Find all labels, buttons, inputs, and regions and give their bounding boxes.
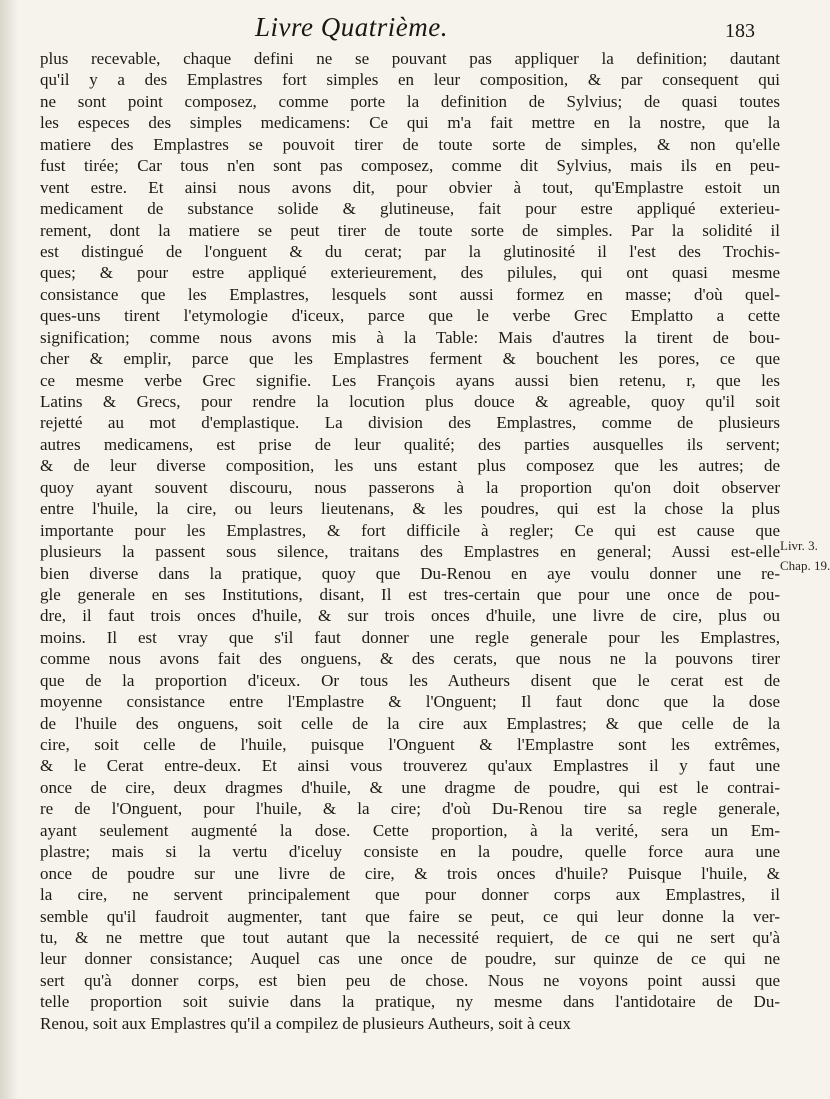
page-gutter-shadow [0, 0, 18, 1099]
text-line: quoy ayant souvent discouru, nous passerons à la proportion qu'on doit observer [40, 477, 780, 497]
text-line: les especes des simples medicamens: Ce qui m'a fait mettre en la nostre, que la [40, 113, 780, 133]
margin-note-line: Chap. 19. [780, 558, 830, 573]
text-line: rement, dont la matiere se peut tirer de toute sorte de simples. Par la solidité il [40, 220, 780, 240]
text-line: Latins & Grecs, pour rendre la locution plus douce & agreable, quoy qu'il soit [40, 392, 780, 411]
text-line: cher & emplir, parce que les Emplastres ferment & bouchent les pores, ce que [40, 349, 780, 369]
text-line: plusieurs la passent sous silence, traitans des Emplastres en general; Aussi est-elle [40, 542, 780, 562]
text-line: & de leur diverse composition, les uns estant plus composez que les autres; de [40, 456, 780, 476]
text-line: ques; & pour estre appliqué exterieurement, des pilules, qui ont quasi mesme [40, 263, 780, 283]
text-line: vent estre. Et ainsi nous avons dit, pour obvier à tout, qu'Emplastre estoit un [40, 177, 780, 197]
text-line: re de l'Onguent, pour l'huile, & la cire; d'où Du-Renou tire sa regle generale, [40, 799, 780, 819]
text-line: telle proportion soit suivie dans la pratique, ny mesme dans l'antidotaire de Du- [40, 992, 780, 1012]
text-line: cire, soit celle de l'huile, puisque l'Onguent & l'Emplastre sont les extrêmes, [40, 735, 780, 754]
text-line: qu'il y a des Emplastres fort simples en leur composition, & par consequent qui [40, 70, 780, 90]
text-line: semble qu'il faudroit augmenter, tant que faire se peut, ce qui leur donne la ver- [40, 906, 780, 926]
text-line: moins. Il est vray que s'il faut donner une regle generale pour les Emplastres, [40, 627, 780, 647]
text-line: ayant seulement augmenté la dose. Cette proportion, à la verité, sera un Em- [40, 820, 780, 840]
text-line: de l'huile des onguens, soit celle de la cire aux Emplastres; & que celle de la [40, 713, 780, 733]
text-line: rejetté au mot d'emplastique. La division des Emplastres, comme de plusieurs [40, 413, 780, 433]
margin-note [780, 536, 830, 576]
text-line: bien diverse dans la pratique, quoy que Du-Renou en aye voulu donner une re- [40, 563, 780, 583]
text-line: signification; comme nous avons mis à la Table: Mais d'autres la tirent de bou- [40, 327, 780, 347]
text-line: plus recevable, chaque defini ne se pouvant pas appliquer la definition; dautant [40, 49, 780, 68]
text-line: entre l'huile, la cire, ou leurs lieutenans, & les poudres, qui est la chose la plus [40, 499, 780, 519]
text-line: ne sont point composez, comme porte la definition de Sylvius; de quasi toutes [40, 91, 780, 111]
text-line: once de poudre sur une livre de cire, & trois onces d'huile? Puisque l'huile, & [40, 863, 780, 883]
text-line: ques-uns tirent l'etymologie d'iceux, parce que le verbe Grec Emplatto a cette [40, 306, 780, 326]
text-line: Renou, soit aux Emplastres qu'il a compilez de plusieurs Autheurs, soit à ceux [40, 1013, 571, 1033]
text-line: fust tirée; Car tous n'en sont pas composez, comme dit Sylvius, mais ils en peu- [40, 156, 780, 176]
running-title: Livre Quatrième. [255, 12, 448, 42]
text-line: once de cire, deux dragmes d'huile, & une dragme de poudre, qui est le contrai- [40, 777, 780, 797]
page-number: 183 [725, 20, 755, 42]
text-line: ce mesme verbe Grec signifie. Les François ayans aussi bien retenu, r, que les [40, 370, 780, 390]
text-line: plastre; mais si la vertu d'iceluy consiste en la poudre, quelle force aura une [40, 842, 780, 862]
text-line: autres medicamens, est prise de leur qualité; des parties ausquelles ils servent; [40, 434, 780, 454]
text-line: comme nous avons fait des onguens, & des cerats, que nous ne la pouvons tirer [40, 649, 780, 669]
text-line: est distingué de l'onguent & du cerat; par la glutinosité il l'est des Trochis- [40, 241, 780, 261]
text-line: la cire, ne servent principalement que pour donner corps aux Emplastres, il [40, 885, 780, 905]
text-line: gle generale en ses Institutions, disant, Il est tres-certain que pour une once de pou- [40, 584, 780, 604]
text-line: importante pour les Emplastres, & fort difficile à regler; Ce qui est cause que [40, 520, 780, 540]
text-line: tu, & ne mettre que tout autant que la necessité requiert, de ce qui ne sert qu'à [40, 927, 780, 947]
body-text [40, 48, 780, 1034]
margin-note-line: Livr. 3. [780, 538, 818, 553]
text-line: sert qu'à donner corps, est bien peu de chose. Nous ne voyons point aussi que [40, 970, 780, 990]
text-line: dre, il faut trois onces d'huile, & sur trois onces d'huile, une livre de cire, plus ou [40, 606, 780, 626]
text-line: consistance que les Emplastres, lesquels sont aussi formez en masse; d'où quel- [40, 284, 780, 304]
text-line: que de la proportion d'iceux. Or tous les Autheurs disent que le cerat est de [40, 670, 780, 690]
text-line: medicament de substance solide & glutineuse, fait pour estre appliqué exterieu- [40, 199, 780, 219]
text-line: leur donner consistance; Auquel cas une once de poudre, sur quinze de ce qui ne [40, 949, 780, 969]
text-line: moyenne consistance entre l'Emplastre & l'Onguent; Il faut donc que la dose [40, 692, 780, 712]
text-line: matiere des Emplastres se pouvoit tirer de toute sorte de simples, & non qu'elle [40, 134, 780, 154]
text-line: & le Cerat entre-deux. Et ainsi vous trouverez qu'aux Emplastres il y faut une [40, 756, 780, 776]
